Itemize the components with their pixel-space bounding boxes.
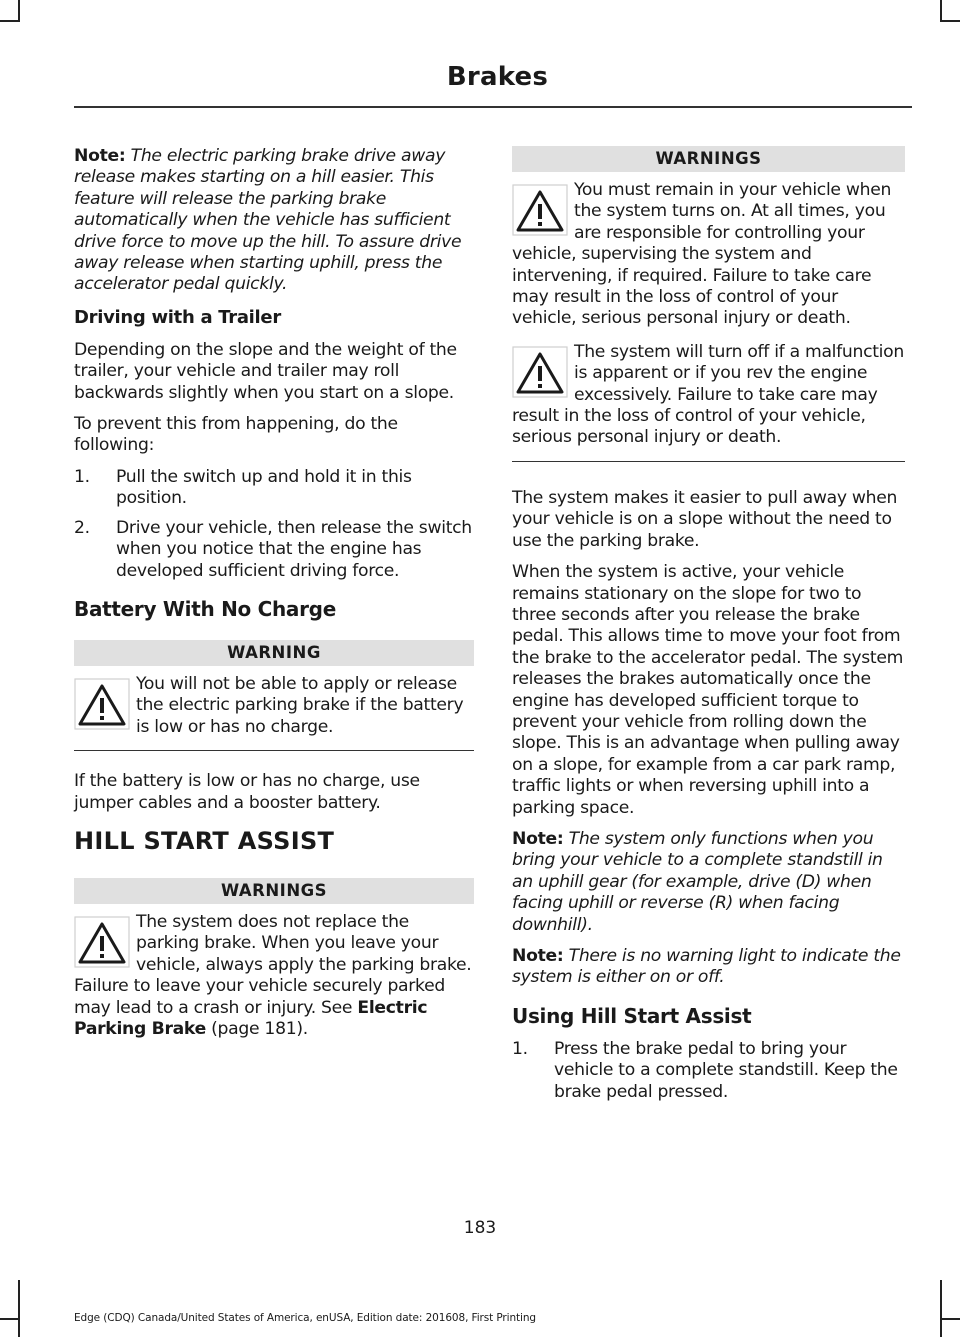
crop-mark	[0, 20, 20, 22]
section-heading-hill-start-assist: HILL START ASSIST	[74, 826, 335, 855]
warning-header: WARNING	[74, 640, 474, 666]
warning-triangle-icon	[74, 916, 130, 968]
crop-mark	[940, 20, 960, 22]
note-label: Note:	[512, 946, 564, 966]
warning-triangle-icon	[74, 678, 130, 730]
page-reference: (page 181).	[211, 1018, 308, 1039]
crop-mark	[18, 1280, 20, 1337]
list-item	[512, 1039, 905, 1103]
body-paragraph: Depending on the slope and the weight of the trailer, your vehicle and trailer may roll backwards slightly when you start on a slope.	[74, 339, 457, 403]
warning-item	[74, 912, 474, 1040]
warning-triangle-icon	[512, 184, 568, 236]
crop-mark	[940, 1280, 942, 1337]
section-heading-battery: Battery With No Charge	[74, 596, 336, 621]
warning-item	[512, 342, 905, 449]
warning-header: WARNINGS	[512, 146, 905, 172]
note-label: Note:	[512, 828, 564, 849]
header-rule	[74, 106, 912, 108]
body-paragraph: To prevent this from happening, do the following:	[74, 414, 398, 456]
note-text: The electric parking brake drive away release makes starting on a hill easier. This feature will release the parking brake automatically when the vehicle has sufficient drive force to move up the hill. To assure drive away release when starting uphill, press the accelerator pedal quickly.	[74, 146, 462, 295]
list-item	[74, 518, 474, 582]
warning-item	[74, 674, 474, 738]
list-item	[74, 467, 474, 510]
note-paragraph	[512, 946, 905, 989]
note-text: There is no warning light to indicate the system is either on or off.	[512, 946, 901, 988]
section-heading-using-hill-start-assist: Using Hill Start Assist	[512, 1003, 752, 1028]
step-number: 1.	[512, 1038, 528, 1059]
edition-footer: Edge (CDQ) Canada/United States of America, enUSA, Edition date: 201608, First Printing	[74, 1312, 536, 1324]
page-title: Brakes	[446, 62, 548, 92]
left-column	[74, 146, 474, 1072]
warning-box	[512, 146, 905, 462]
crop-mark	[940, 1318, 960, 1320]
section-heading-trailer: Driving with a Trailer	[74, 306, 281, 328]
cross-reference-link[interactable]: Electric Parking Brake	[74, 997, 428, 1039]
note-paragraph	[512, 829, 905, 936]
warning-text: You will not be able to apply or release the electric parking brake if the battery is low or has no charge.	[136, 673, 464, 737]
note-label: Note:	[74, 146, 126, 166]
warning-header: WARNINGS	[74, 878, 474, 904]
crop-mark	[940, 0, 942, 22]
step-number: 2.	[74, 517, 90, 538]
right-column	[512, 146, 905, 1113]
step-list	[512, 1039, 905, 1103]
step-text: Press the brake pedal to bring your vehicle to a complete standstill. Keep the brake pedal pressed.	[554, 1038, 898, 1102]
warning-triangle-icon	[512, 346, 568, 398]
step-text: Drive your vehicle, then release the switch when you notice that the engine has developed sufficient driving force.	[116, 517, 472, 581]
note-paragraph	[74, 146, 474, 296]
body-paragraph: The system makes it easier to pull away when your vehicle is on a slope without the need to use the parking brake.	[512, 487, 898, 551]
warning-text: You must remain in your vehicle when the system turns on. At all times, you are responsible for controlling your vehicle, supervising the system and intervening, if required. Failure to take care may result in the loss of control of your vehicle, serious personal injury or death.	[512, 180, 892, 329]
warning-box	[74, 878, 474, 1052]
warning-text: The system does not replace the parking brake. When you leave your vehicle, always apply the parking brake. Failure to leave your vehicle securely parked may lead to a crash or injury. See	[74, 911, 472, 1018]
warning-text: The system will turn off if a malfunction is apparent or if you rev the engine excessively. Failure to take care may result in the loss of control of your vehicle, serious personal injury or death.	[512, 341, 904, 448]
body-paragraph: If the battery is low or has no charge, use jumper cables and a booster battery.	[74, 771, 420, 813]
crop-mark	[18, 0, 20, 22]
step-list	[74, 467, 474, 582]
warning-box	[74, 640, 474, 751]
body-paragraph: When the system is active, your vehicle remains stationary on the slope for two to three seconds after you release the brake pedal. This allows time to move your foot from the brake to the accelerator pedal. The system releases the brakes automatically once the engine has developed sufficient torque to prevent your vehicle from rolling down the slope. This is an advantage when pulling away on a slope, for example from a car park ramp, traffic lights or when reversing uphill into a parking space.	[512, 562, 904, 818]
page-number: 183	[463, 1218, 497, 1238]
note-text: The system only functions when you bring your vehicle to a complete standstill in an uphill gear (for example, drive (D) when facing uphill or reverse (R) when facing downhill).	[512, 828, 883, 935]
crop-mark	[0, 1318, 20, 1320]
step-number: 1.	[74, 466, 90, 487]
step-text: Pull the switch up and hold it in this position.	[116, 466, 412, 509]
warning-item	[512, 180, 905, 330]
